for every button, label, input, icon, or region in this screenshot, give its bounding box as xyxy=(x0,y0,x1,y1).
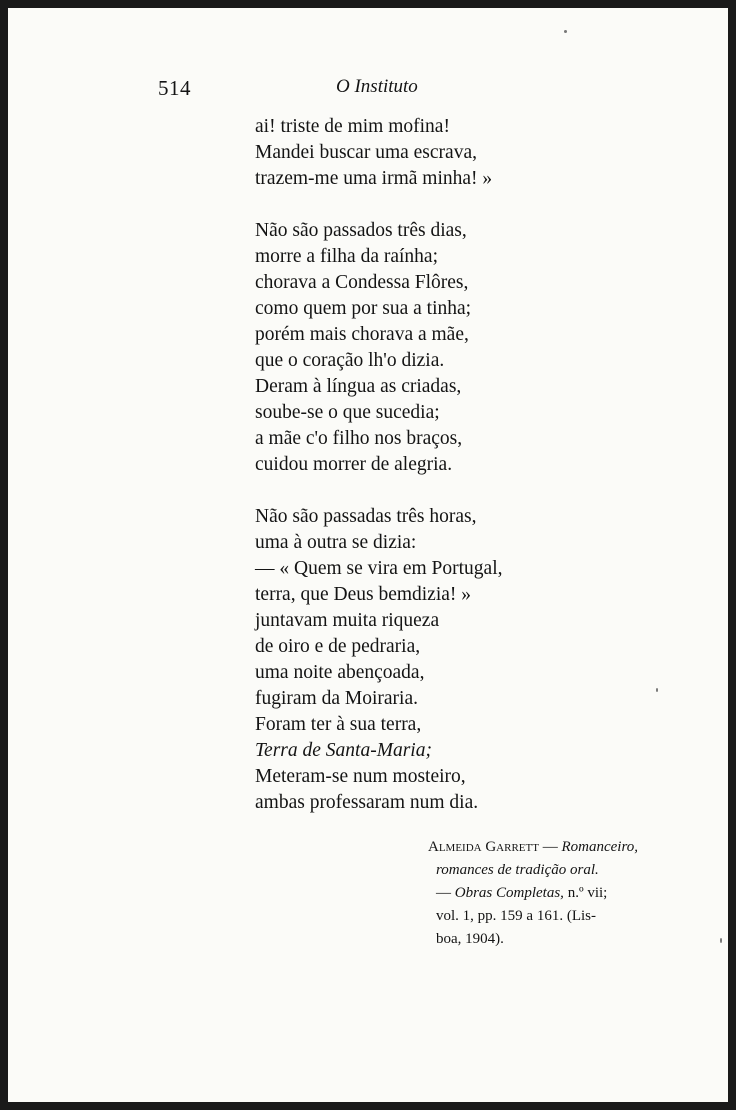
poem-line: ai! triste de mim mofina! xyxy=(255,116,450,137)
page-number: 514 xyxy=(158,76,191,100)
poem-line: como quem por sua a tinha; xyxy=(255,298,472,319)
poem-line: chorava a Condessa Flôres, xyxy=(255,272,469,293)
work-title: Romanceiro, xyxy=(561,839,638,855)
poem-line-italic: Terra de Santa-Maria; xyxy=(255,740,432,761)
poem-line: a mãe c'o filho nos braços, xyxy=(255,428,463,449)
poem-line: trazem-me uma irmã minha! » xyxy=(255,168,493,189)
poem-line: que o coração lh'o dizia. xyxy=(255,350,445,371)
paper-speck xyxy=(564,30,567,33)
poem-line: Foram ter à sua terra, xyxy=(255,714,422,735)
poem-line: de oiro e de pedraria, xyxy=(255,636,421,657)
poem-line: fugiram da Moiraria. xyxy=(255,688,418,709)
poem-line: ambas professaram num dia. xyxy=(255,792,479,813)
paper-speck xyxy=(720,938,722,943)
poem-line: cuidou morrer de alegria. xyxy=(255,454,453,475)
attribution-dash: — xyxy=(538,839,562,855)
stanza-1 xyxy=(255,114,595,192)
series-title: Obras Completas, xyxy=(454,885,564,901)
attribution-line-1 xyxy=(428,836,656,859)
poem-line: uma noite abençoada, xyxy=(255,662,425,683)
author-name: Almeida Garrett xyxy=(428,839,539,855)
poem-line: — « Quem se vira em Portugal, xyxy=(255,558,503,579)
work-subtitle: romances de tradição oral. xyxy=(436,862,599,878)
attribution-line-3 xyxy=(428,882,656,905)
publication-place: boa, 1904). xyxy=(436,931,504,947)
poem-line: Não são passados três dias, xyxy=(255,220,467,241)
poem-line: Deram à língua as criadas, xyxy=(255,376,462,397)
book-page xyxy=(8,8,728,1102)
source-attribution xyxy=(428,836,656,951)
paper-speck xyxy=(656,688,658,692)
poem-line: porém mais chorava a mãe, xyxy=(255,324,469,345)
stanza-2 xyxy=(255,218,595,478)
poem-line: uma à outra se dizia: xyxy=(255,532,417,553)
poem-line: Não são passadas três horas, xyxy=(255,506,477,527)
poem-line: Mandei buscar uma escrava, xyxy=(255,142,477,163)
poem-text xyxy=(255,114,595,842)
poem-line: morre a filha da raínha; xyxy=(255,246,438,267)
poem-line: terra, que Deus bemdizia! » xyxy=(255,584,472,605)
running-title: O Instituto xyxy=(336,76,418,97)
bleed-through-mark xyxy=(460,74,464,92)
volume-pages: vol. 1, pp. 159 a 161. (Lis- xyxy=(436,908,596,924)
poem-line: soube-se o que sucedia; xyxy=(255,402,440,423)
series-number: n.º vii; xyxy=(563,885,608,901)
stanza-3 xyxy=(255,504,595,816)
poem-line: juntavam muita riqueza xyxy=(255,610,440,631)
poem-line: Meteram-se num mosteiro, xyxy=(255,766,466,787)
series-dash: — xyxy=(436,885,455,901)
